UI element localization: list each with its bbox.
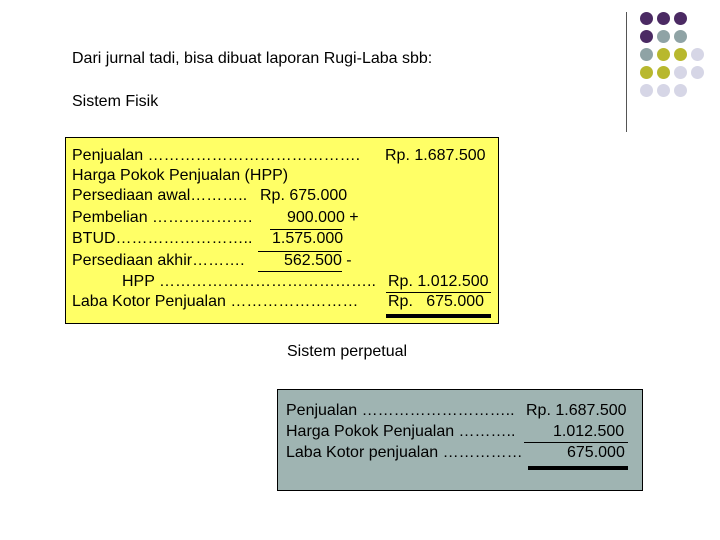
decorative-dot — [674, 30, 687, 43]
decorative-dot — [640, 12, 653, 25]
fisik-pembelian-value: 900.000 + — [287, 209, 359, 226]
fisik-hpp-value: Rp. 1.012.500 — [388, 273, 489, 290]
fisik-persediaan-akhir-value: 562.500 - — [284, 252, 352, 269]
decorative-dot — [657, 84, 670, 97]
decorative-dot — [691, 48, 704, 61]
decorative-dot — [674, 12, 687, 25]
decorative-dot — [674, 48, 687, 61]
decorative-dot — [657, 30, 670, 43]
decorative-dot — [657, 12, 670, 25]
fisik-laba-kotor-value: Rp. 675.000 — [388, 293, 485, 310]
decorative-dot — [691, 66, 704, 79]
decorative-dot — [640, 84, 653, 97]
perpetual-hpp-label: Harga Pokok Penjualan ……….. — [286, 423, 516, 440]
fisik-hpp-heading: Harga Pokok Penjualan (HPP) — [72, 167, 289, 184]
sistem-perpetual-heading: Sistem perpetual — [287, 343, 408, 360]
page-title: Dari jurnal tadi, bisa dibuat laporan Rugi-Laba sbb: — [72, 50, 433, 67]
decorative-dot — [640, 48, 653, 61]
decorative-dot-grid — [640, 12, 720, 122]
perpetual-penjualan-value: Rp. 1.687.500 — [526, 402, 627, 419]
decorative-dot — [657, 66, 670, 79]
fisik-persediaan-awal-label: Persediaan awal……….. — [72, 187, 248, 204]
decorative-dot — [640, 66, 653, 79]
perpetual-laba-kotor-value: 675.000 — [567, 444, 625, 461]
fisik-hpp-label: HPP ………………………………….. — [122, 273, 376, 290]
fisik-btud-value: 1.575.000 — [272, 230, 344, 247]
decorative-dot — [674, 66, 687, 79]
fisik-persediaan-akhir-label: Persediaan akhir………. — [72, 252, 245, 269]
perpetual-penjualan-label: Penjualan ……………………….. — [286, 402, 515, 419]
decorative-dot — [640, 30, 653, 43]
sistem-fisik-heading: Sistem Fisik — [72, 93, 159, 110]
fisik-btud-label: BTUD…………………….. — [72, 230, 253, 247]
decorative-dot — [674, 84, 687, 97]
perpetual-hpp-value: 1.012.500 — [553, 423, 625, 440]
perpetual-laba-kotor-double-underline — [528, 466, 628, 470]
fisik-laba-kotor-label: Laba Kotor Penjualan …………………… — [72, 293, 359, 310]
fisik-pembelian-label: Pembelian ………………. — [72, 209, 253, 226]
decorative-dot — [657, 48, 670, 61]
perpetual-laba-kotor-label: Laba Kotor penjualan …………… — [286, 444, 523, 461]
fisik-penjualan-label: Penjualan …………………………………. — [72, 147, 361, 164]
fisik-persediaan-awal-value: Rp. 675.000 — [260, 187, 348, 204]
laba-kotor-double-underline — [386, 314, 491, 318]
decorative-divider-line — [626, 12, 627, 132]
fisik-penjualan-value: Rp. 1.687.500 — [385, 147, 486, 164]
